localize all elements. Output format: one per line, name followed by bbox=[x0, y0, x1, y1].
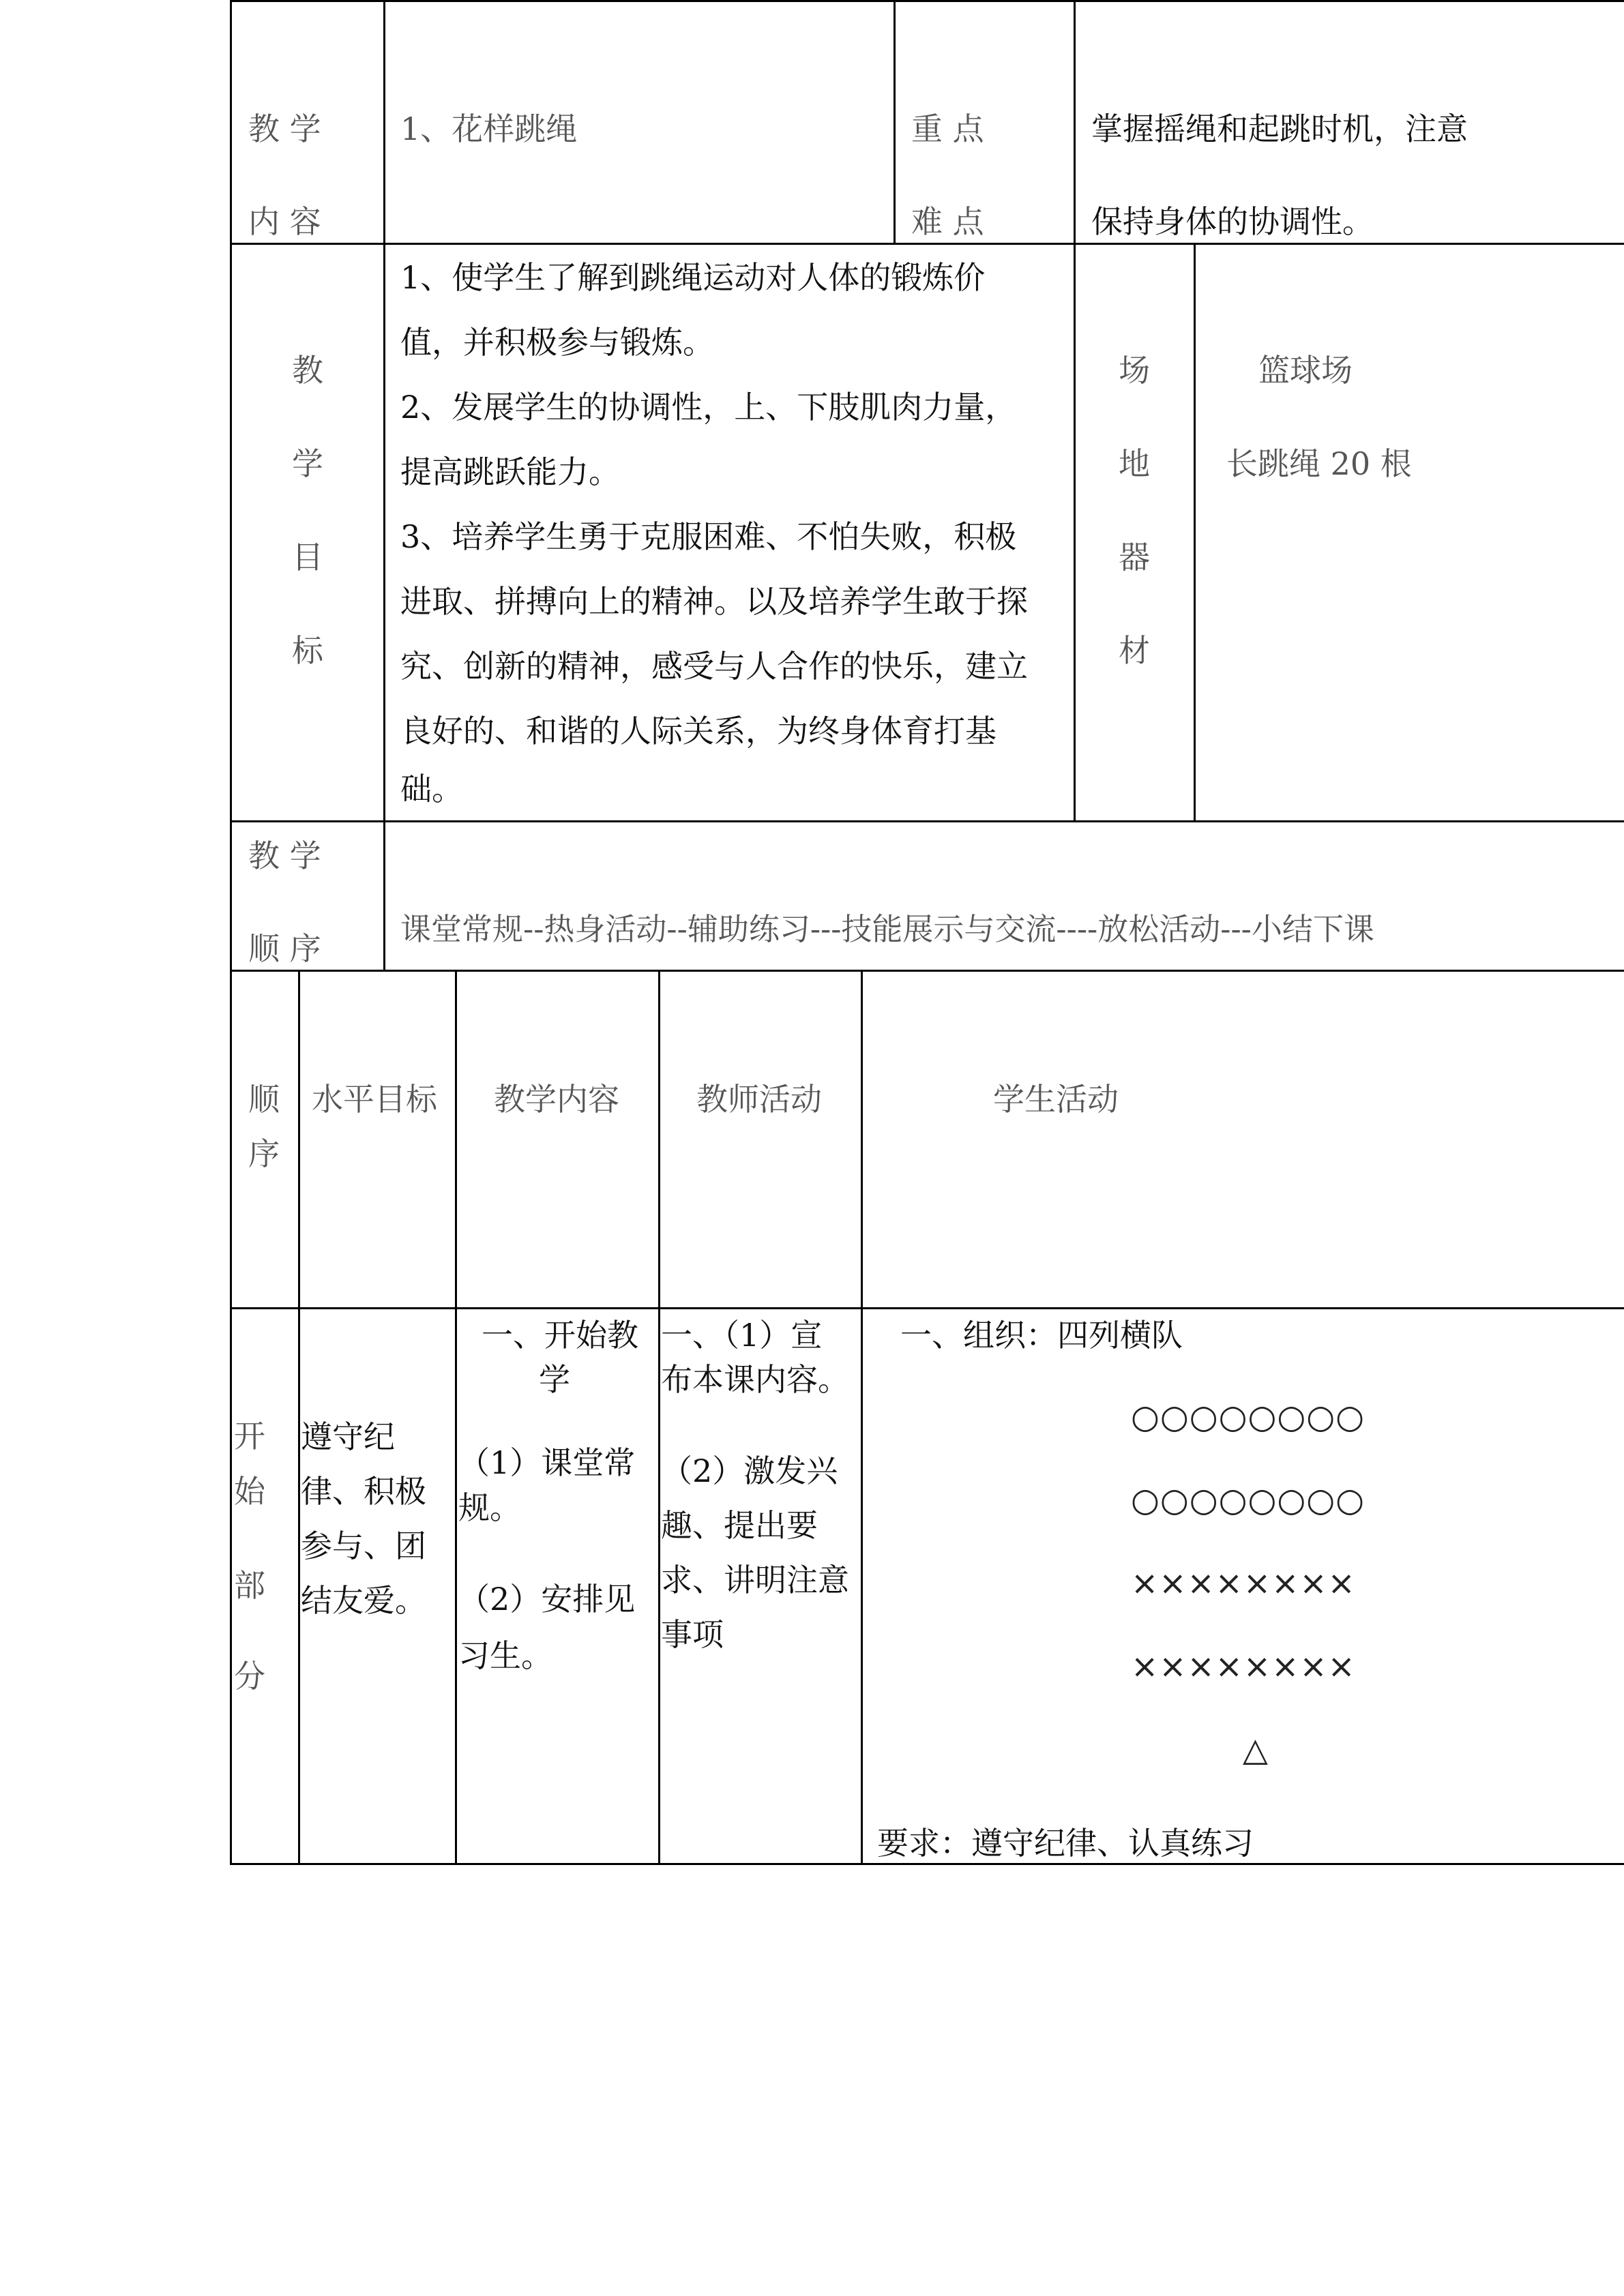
col-divider-label bbox=[383, 0, 385, 972]
objective-line-3: 2、发展学生的协调性，上、下肢肌肉力量， bbox=[400, 389, 1017, 426]
label-objectives-3: 目 bbox=[292, 539, 323, 576]
header-level: 水平目标 bbox=[312, 1081, 437, 1118]
teacher-position-mark: △ bbox=[1243, 1731, 1268, 1769]
objective-line-9: 础。 bbox=[400, 771, 463, 807]
formation-row-4: ×××××××× bbox=[1131, 1648, 1356, 1686]
requirement-text: 要求：遵守纪律、认真练习 bbox=[877, 1825, 1254, 1862]
row-divider-3 bbox=[230, 970, 1624, 972]
label-objectives-4: 标 bbox=[292, 632, 323, 669]
col-divider-key-text bbox=[1074, 0, 1076, 822]
venue-line-1: 篮球场 bbox=[1258, 352, 1353, 389]
key-points-line2: 保持身体的协调性。 bbox=[1091, 203, 1374, 240]
level-goal-line4: 结友爱。 bbox=[301, 1582, 426, 1619]
row-divider-4 bbox=[230, 1307, 1624, 1309]
formation-row-1: ○○○○○○○○ bbox=[1131, 1398, 1365, 1436]
header-order-2: 序 bbox=[248, 1135, 280, 1172]
formation-row-2: ○○○○○○○○ bbox=[1131, 1481, 1365, 1519]
teacher-activity-1-line2: 布本课内容。 bbox=[661, 1361, 849, 1398]
label-order-line2: 顺 序 bbox=[248, 930, 321, 967]
col-divider-level bbox=[455, 970, 457, 1864]
header-teacher: 教师活动 bbox=[696, 1081, 822, 1118]
label-objectives-1: 教 bbox=[292, 352, 323, 389]
content-item2-line2: 习生。 bbox=[458, 1637, 552, 1674]
label-key-line2: 难 点 bbox=[911, 203, 984, 240]
content-item1-line1: （1）课堂常 bbox=[458, 1444, 636, 1481]
objective-line-7: 究、创新的精神，感受与人合作的快乐，建立 bbox=[400, 648, 1028, 685]
formation-row-3: ×××××××× bbox=[1131, 1564, 1356, 1602]
organization-title: 一、组织：四列横队 bbox=[900, 1317, 1183, 1354]
header-content: 教学内容 bbox=[494, 1081, 619, 1118]
venue-line-2: 长跳绳 20 根 bbox=[1226, 445, 1412, 482]
objective-line-5: 3、培养学生勇于克服困难、不怕失败，积极 bbox=[400, 518, 1017, 555]
label-venue-1: 场 bbox=[1119, 352, 1150, 389]
objective-line-8: 良好的、和谐的人际关系，为终身体育打基 bbox=[400, 713, 996, 749]
teacher-activity-2-line4: 事项 bbox=[661, 1616, 724, 1653]
content-title-line1: 一、开始教 bbox=[482, 1317, 638, 1354]
key-points-line1: 掌握摇绳和起跳时机，注意 bbox=[1091, 110, 1468, 147]
part-label-3: 部 bbox=[234, 1567, 265, 1604]
level-goal-line1: 遵守纪 bbox=[301, 1418, 395, 1455]
content-title-line2: 学 bbox=[539, 1361, 570, 1398]
level-goal-line3: 参与、团 bbox=[301, 1527, 426, 1564]
label-venue-2: 地 bbox=[1119, 445, 1150, 482]
teaching-content: 1、花样跳绳 bbox=[400, 110, 578, 147]
part-label-4: 分 bbox=[234, 1658, 265, 1695]
teacher-activity-2-line1: （2）激发兴 bbox=[661, 1452, 838, 1489]
label-order-line1: 教 学 bbox=[248, 837, 321, 874]
teacher-activity-2-line3: 求、讲明注意 bbox=[661, 1562, 849, 1598]
label-venue-4: 材 bbox=[1119, 632, 1150, 669]
part-label-1: 开 bbox=[234, 1418, 265, 1455]
part-label-2: 始 bbox=[234, 1473, 265, 1510]
objective-line-4: 提高跳跃能力。 bbox=[400, 453, 620, 490]
row-divider-1 bbox=[230, 243, 1624, 245]
table-border-left bbox=[230, 0, 232, 1865]
col-divider-key bbox=[894, 0, 896, 244]
objective-line-6: 进取、拼搏向上的精神。以及培养学生敢于探 bbox=[400, 583, 1028, 620]
row-divider-2 bbox=[230, 820, 1624, 822]
col-divider-content bbox=[658, 970, 660, 1864]
teaching-sequence: 课堂常规--热身活动--辅助练习---技能展示与交流----放松活动---小结下课 bbox=[400, 911, 1374, 947]
col-divider-venue bbox=[1194, 243, 1196, 822]
content-item2-line1: （2）安排见 bbox=[458, 1581, 636, 1617]
objective-line-2: 值，并积极参与锻炼。 bbox=[400, 324, 714, 361]
header-student: 学生活动 bbox=[993, 1081, 1119, 1118]
label-objectives-2: 学 bbox=[292, 445, 323, 482]
teacher-activity-2-line2: 趣、提出要 bbox=[661, 1507, 818, 1544]
label-content-line2: 内 容 bbox=[248, 203, 321, 240]
table-border-bottom bbox=[230, 1863, 1624, 1865]
col-divider-order bbox=[298, 970, 300, 1864]
teacher-activity-1-line1: 一、（1）宣 bbox=[661, 1317, 823, 1354]
content-item1-line2: 规。 bbox=[458, 1489, 521, 1526]
table-border-top bbox=[230, 0, 1624, 2]
label-content-line1: 教 学 bbox=[248, 110, 321, 147]
col-divider-teacher bbox=[861, 970, 863, 1864]
objective-line-1: 1、使学生了解到跳绳运动对人体的锻炼价 bbox=[400, 259, 986, 296]
label-venue-3: 器 bbox=[1119, 539, 1150, 576]
label-key-line1: 重 点 bbox=[911, 110, 984, 147]
level-goal-line2: 律、积极 bbox=[301, 1473, 426, 1510]
header-order-1: 顺 bbox=[248, 1081, 280, 1118]
